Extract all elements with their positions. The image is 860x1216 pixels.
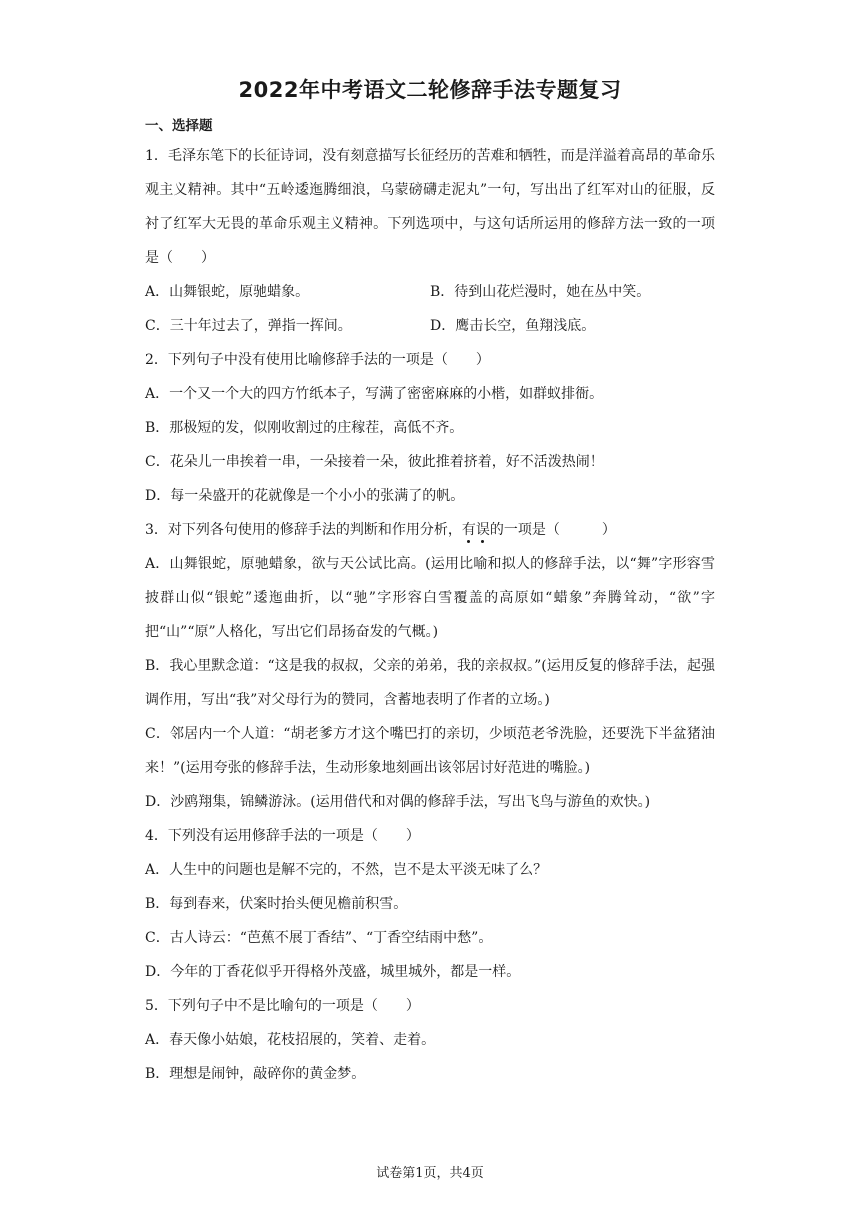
option-b[interactable]: B．我心里默念道：“这是我的叔叔，父亲的弟弟，我的亲叔叔。”(运用反复的修辞手法，起强调作用，写出“我”对父母行为的赞同，含蓄地表明了作者的立场。): [145, 658, 715, 708]
option-b[interactable]: B．待到山花烂漫时，她在丛中笑。: [430, 284, 651, 300]
question-stem: [145, 513, 715, 547]
option-a[interactable]: A．春天像小姑娘，花枝招展的，笑着、走着。: [145, 1032, 436, 1048]
option-a[interactable]: A．人生中的问题也是解不完的，不然，岂不是太平淡无味了么？: [145, 862, 548, 878]
question-stem: 1．毛泽东笔下的长征诗词，没有刻意描写长征经历的苦难和牺牲，而是洋溢着高昂的革命乐观主义精神。其中“五岭逶迤腾细浪，乌蒙磅礴走泥丸”一句，写出出了红军对山的征服，反衬了红军大无畏的革命乐观主义精神。下列选项中，与这句话所运用的修辞方法一致的一项是（ ）: [145, 148, 715, 266]
option-b[interactable]: B．理想是闹钟，敲碎你的黄金梦。: [145, 1066, 366, 1082]
option-d[interactable]: D．鹰击长空，鱼翔浅底。: [430, 318, 596, 334]
question-2: [145, 343, 715, 513]
question-stem: 4．下列没有运用修辞手法的一项是（ ）: [145, 828, 420, 844]
question-stem: 2．下列句子中没有使用比喻修辞手法的一项是（ ）: [145, 352, 490, 368]
question-1: [145, 139, 715, 343]
option-b[interactable]: B．那极短的发，似刚收割过的庄稼茬，高低不齐。: [145, 420, 464, 436]
option-d[interactable]: D．沙鸥翔集，锦鳞游泳。(运用借代和对偶的修辞手法，写出飞鸟与游鱼的欢快。): [145, 794, 651, 810]
option-row: [145, 309, 715, 343]
stem-text: 的一项是（ ）: [489, 522, 616, 538]
question-4: [145, 819, 715, 989]
emphasis-char: 误: [476, 513, 490, 547]
option-c[interactable]: C．花朵儿一串挨着一串，一朵接着一朵，彼此推着挤着，好不活泼热闹！: [145, 454, 604, 470]
section-heading: 一、选择题: [145, 118, 213, 134]
option-row: [145, 275, 715, 309]
page-title: 2022年中考语文二轮修辞手法专题复习: [238, 78, 622, 102]
page-footer: 试卷第1页，共4页: [376, 1166, 484, 1181]
question-3: [145, 513, 715, 819]
option-c[interactable]: C．三十年过去了，弹指一挥间。: [145, 318, 352, 334]
option-c[interactable]: C．古人诗云：“芭蕉不展丁香结”、“丁香空结雨中愁”。: [145, 930, 493, 946]
question-stem: 5．下列句子中不是比喻句的一项是（ ）: [145, 998, 420, 1014]
option-a[interactable]: A．山舞银蛇，原驰蜡象，欲与天公试比高。(运用比喻和拟人的修辞手法，以“舞”字形容雪披群山似“银蛇”逶迤曲折，以“驰”字形容白雪覆盖的高原如“蜡象”奔腾耸动，“欲”字把“山”“原”人格化，写出它们昂扬奋发的气概。): [145, 556, 715, 640]
option-d[interactable]: D．每一朵盛开的花就像是一个小小的张满了的帆。: [145, 488, 465, 504]
option-a[interactable]: A．山舞银蛇，原驰蜡象。: [145, 284, 310, 300]
question-list: [145, 139, 715, 1091]
emphasis-char: 有: [462, 513, 476, 547]
question-5: [145, 989, 715, 1091]
stem-text: 3．对下列各句使用的修辞手法的判断和作用分析，: [145, 522, 462, 538]
option-a[interactable]: A．一个又一个大的四方竹纸本子，写满了密密麻麻的小楷，如群蚁排衙。: [145, 386, 604, 402]
option-c[interactable]: C．邻居内一个人道：“胡老爹方才这个嘴巴打的亲切，少顷范老爷洗脸，还要洗下半盆猪油来！”(运用夸张的修辞手法，生动形象地刻画出该邻居讨好范进的嘴脸。): [145, 726, 715, 776]
option-b[interactable]: B．每到春来，伏案时抬头便见檐前积雪。: [145, 896, 408, 912]
option-d[interactable]: D．今年的丁香花似乎开得格外茂盛，城里城外，都是一样。: [145, 964, 521, 980]
